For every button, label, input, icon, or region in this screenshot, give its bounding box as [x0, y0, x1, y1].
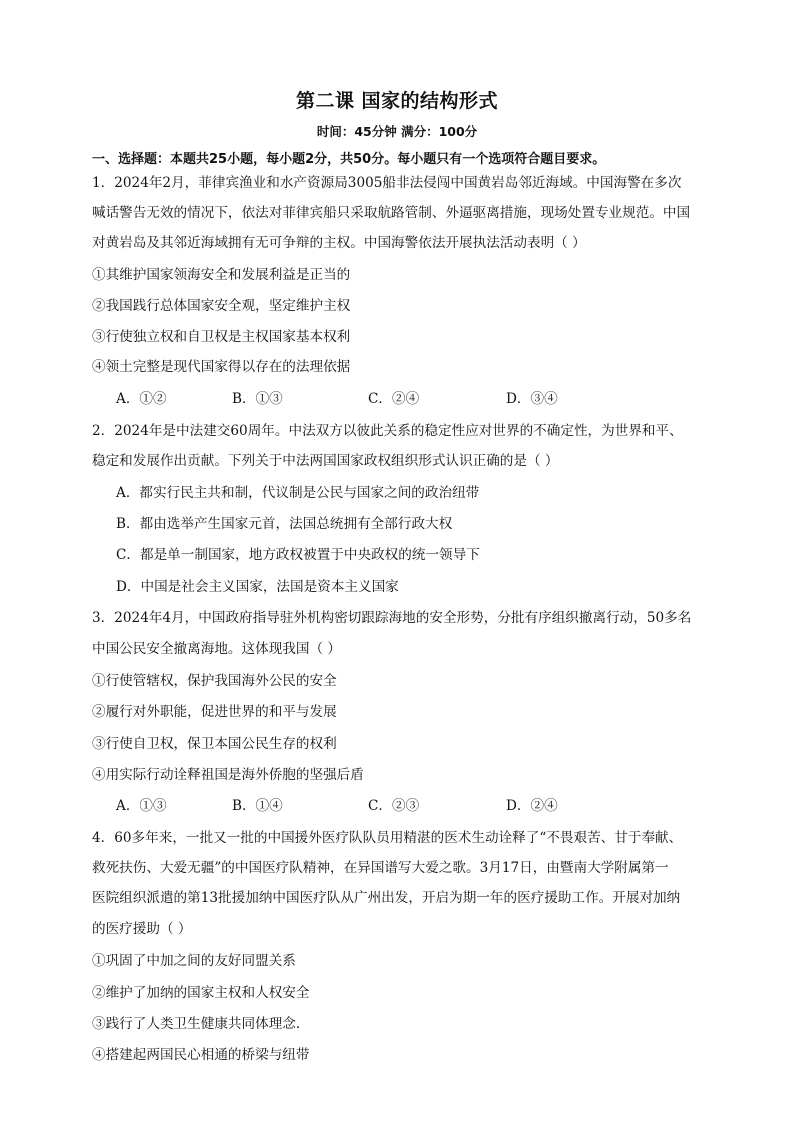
question-4-item: ②维护了加纳的国家主权和人权安全 — [92, 985, 310, 1001]
question-1-item: ③行使独立权和自卫权是主权国家基本权利 — [92, 329, 351, 345]
question-1-stem-line: 1．2024年2月，菲律宾渔业和水产资源局3005船非法侵闯中国黄岩岛邻近海域。中国海警在多次 — [92, 175, 682, 191]
option-c[interactable]: C．②③ — [368, 798, 420, 814]
question-1-stem-line: 对黄岩岛及其邻近海域拥有无可争辩的主权。中国海警依法开展执法活动表明（ ） — [92, 235, 586, 251]
question-4-item: ④搭建起两国民心相通的桥梁与纽带 — [92, 1047, 310, 1063]
question-3-stem-line: 中国公民安全撤离海地。这体现我国（ ） — [92, 641, 342, 657]
option-d[interactable]: D．③④ — [506, 391, 558, 407]
option-b[interactable]: B．①④ — [232, 798, 283, 814]
question-4-item: ①巩固了中加之间的友好同盟关系 — [92, 953, 296, 969]
question-4-stem-line: 的医疗援助（ ） — [92, 921, 192, 937]
exam-meta: 时间：45分钟 满分：100分 — [316, 124, 478, 139]
option-b[interactable]: B．①③ — [232, 391, 283, 407]
option-d[interactable]: D．②④ — [506, 798, 558, 814]
question-1-item: ①其维护国家领海安全和发展利益是正当的 — [92, 267, 351, 283]
option-b[interactable]: B．都由选举产生国家元首，法国总统拥有全部行政大权 — [116, 516, 453, 532]
question-1-item: ④领土完整是现代国家得以存在的法理依据 — [92, 359, 351, 375]
option-a[interactable]: A．①③ — [116, 798, 167, 814]
option-a[interactable]: A．①② — [116, 391, 167, 407]
question-3-item: ③行使自卫权，保卫本国公民生存的权利 — [92, 736, 337, 752]
option-a[interactable]: A．都实行民主共和制，代议制是公民与国家之间的政治纽带 — [116, 485, 480, 501]
question-4-stem-line: 救死扶伤、大爱无疆”的中国医疗队精神，在异国谱写大爱之歌。3月17日，由暨南大学附属第一 — [92, 860, 669, 876]
question-3-item: ①行使管辖权，保护我国海外公民的安全 — [92, 673, 337, 689]
question-2-stem-line: 2．2024年是中法建交60周年。中法双方以彼此关系的稳定性应对世界的不确定性，为世界和平、 — [92, 423, 683, 439]
question-4-item: ③践行了人类卫生健康共同体理念. — [92, 1016, 301, 1032]
question-4-stem-line: 医院组织派遣的第13批援加纳中国医疗队从广州出发，开启为期一年的医疗援助工作。开展对加纳 — [92, 890, 681, 906]
question-3-item: ②履行对外职能，促进世界的和平与发展 — [92, 704, 337, 720]
question-1-item: ②我国践行总体国家安全观，坚定维护主权 — [92, 298, 351, 314]
option-c[interactable]: C．都是单一制国家，地方政权被置于中央政权的统一领导下 — [116, 547, 480, 563]
section-heading: 一、选择题：本题共25小题，每小题2分，共50分。每小题只有一个选项符合题目要求。 — [92, 152, 606, 167]
question-4-stem-line: 4．60多年来，一批又一批的中国援外医疗队队员用精湛的医术生动诠释了“不畏艰苦、甘于奉献、 — [92, 830, 683, 846]
page-title: 第二课 国家的结构形式 — [295, 90, 499, 112]
option-d[interactable]: D．中国是社会主义国家，法国是资本主义国家 — [116, 579, 399, 595]
question-3-item: ④用实际行动诠释祖国是海外侨胞的坚强后盾 — [92, 767, 364, 783]
option-c[interactable]: C．②④ — [368, 391, 420, 407]
question-2-stem-line: 稳定和发展作出贡献。下列关于中法两国国家政权组织形式认识正确的是（ ） — [92, 453, 559, 469]
question-3-stem-line: 3．2024年4月，中国政府指导驻外机构密切跟踪海地的安全形势，分批有序组织撤离行动，50多名 — [92, 610, 692, 626]
question-1-stem-line: 喊话警告无效的情况下，依法对菲律宾船只采取航路管制、外逼驱离措施，现场处置专业规范。中国 — [92, 205, 691, 221]
